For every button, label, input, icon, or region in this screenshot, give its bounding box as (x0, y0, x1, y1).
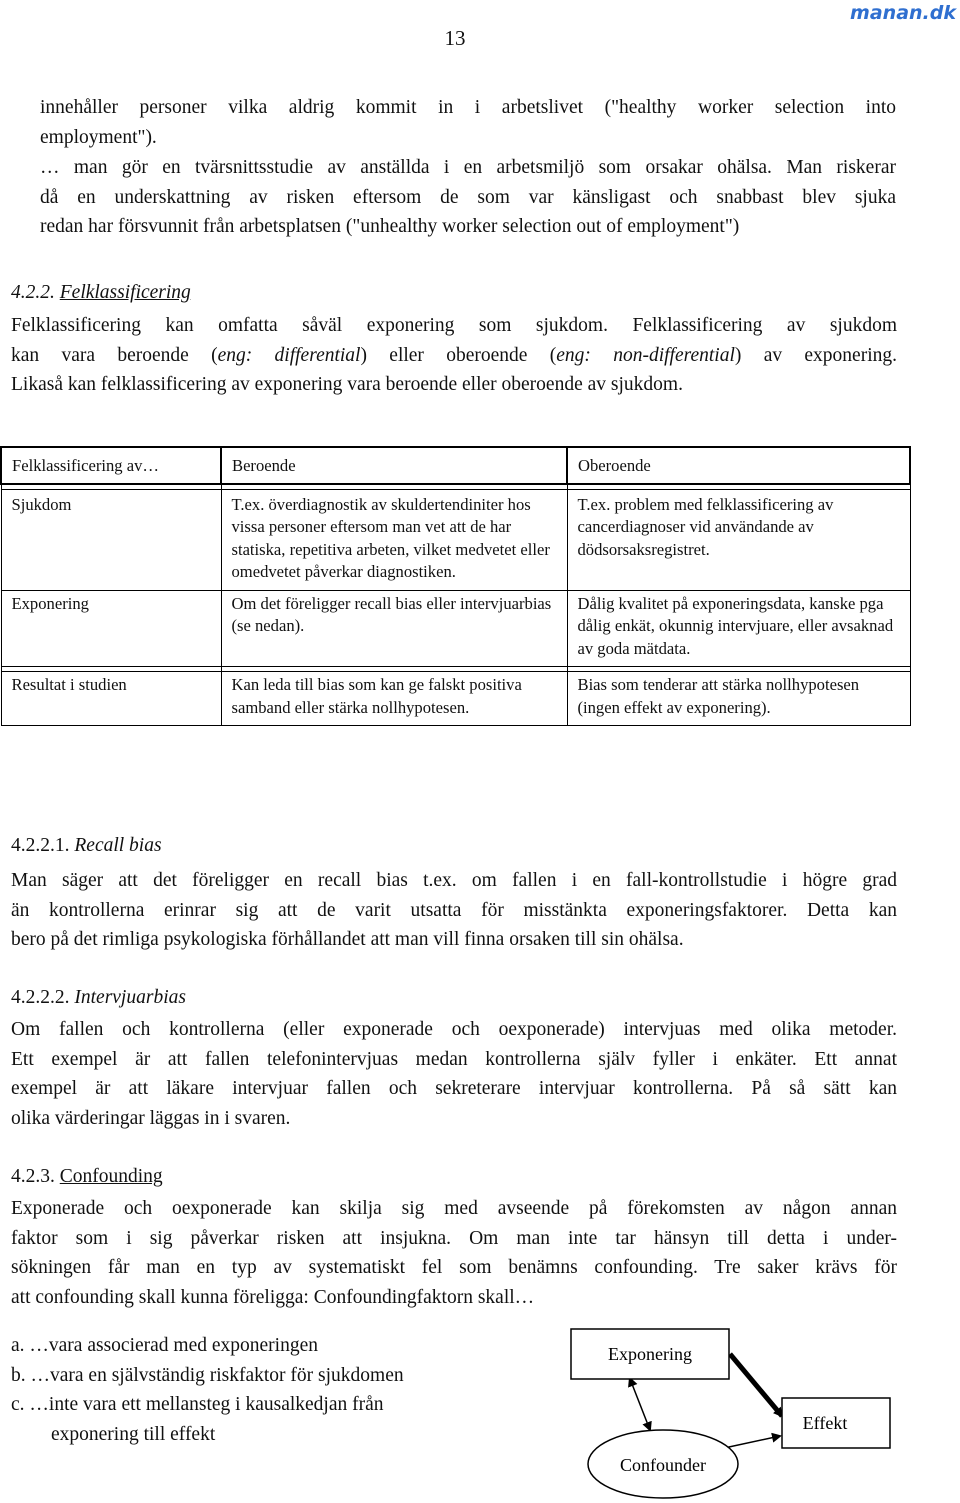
text-line: innehåller personer vilka aldrig kommit in i arbetslivet ("healthy worker selection into (40, 97, 896, 118)
table-cell: T.ex. överdiagnostik av skuldertendiniter hos vissa personer eftersom man vet att de har statiska, repetitiva arbeten, vilket medvetet eller omedvetet påverkar diagnostiken. (221, 489, 567, 590)
section-title: Recall bias (74, 835, 162, 856)
list-item-continuation: exponering till effekt (51, 1423, 216, 1445)
table-header-cell: Felklassificering av… (1, 447, 221, 484)
interviewer-bias-paragraph (11, 1015, 897, 1133)
section-number: 4.2.2.1. (11, 835, 70, 856)
text-line: kan vara beroende (eng: differential) eller oberoende (eng: non-differential) av exponering. (11, 344, 897, 366)
table-cell: T.ex. problem med felklassificering av cancerdiagnoser vid användande av dödsorsaksregistret. (567, 489, 910, 590)
text-line: Man säger att det föreligger en recall bias t.ex. om fallen i en fall-kontrollstudie i högre grad (11, 870, 897, 891)
row-label: Sjukdom (1, 489, 221, 590)
section-title: Felklassificering (59, 282, 191, 303)
section-number: 4.2.3. (11, 1166, 55, 1187)
table-header-cell: Oberoende (567, 447, 910, 484)
confounder-label: Confounder (620, 1455, 706, 1475)
table-cell: Kan leda till bias som kan ge falskt positiva samband eller stärka nollhypotesen. (221, 672, 567, 726)
text-line: Om fallen och kontrollerna (eller exponerade och oexponerade) intervjuas med olika metoder. (11, 1019, 897, 1040)
text-line: exempel är att läkare intervjuar fallen och sekreterare intervjuar kontrollerna. På så sätt kan (11, 1078, 897, 1099)
table-row (1, 672, 910, 726)
section-heading-misclassification (11, 279, 191, 307)
table-cell: Dålig kvalitet på exponeringsdata, kanske pga dålig enkät, okunnig intervjuare, eller avsaknad av goda mätdata. (567, 590, 910, 667)
section-title: Intervjuarbias (74, 987, 186, 1008)
confounding-diagram-svg (570, 1326, 910, 1502)
text-line: employment"). (40, 126, 157, 148)
text-line: att confounding skall kunna föreligga: Confoundingfaktorn skall… (11, 1286, 535, 1308)
text-line: faktor som i sig påverkar risken att insjukna. Om man inte tar hänsyn till detta i under- (11, 1227, 897, 1249)
recall-bias-paragraph (11, 866, 897, 955)
misclassification-table (0, 446, 911, 726)
section-heading-confounding (11, 1163, 163, 1191)
text-line: Likaså kan felklassificering av exponering vara beroende eller oberoende av sjukdom. (11, 374, 683, 395)
section-heading-interviewer-bias (11, 984, 186, 1012)
exposure-label: Exponering (608, 1344, 692, 1364)
table-row (1, 489, 910, 590)
text-line: Felklassificering kan omfatta såväl exponering som sjukdom. Felklassificering av sjukdom (11, 315, 897, 336)
causal-arrow (730, 1354, 782, 1416)
list-item: a. …vara associerad med exponeringen (11, 1335, 318, 1356)
confounding-criteria-list (11, 1331, 551, 1449)
text-line: redan har försvunnit från arbetsplatsen ("unhealthy worker selection out of employment") (40, 216, 740, 237)
list-item: c. …inte vara ett mellansteg i kausalkedjan från (11, 1394, 384, 1415)
text-line: bero på det rimliga psykologiska förhållandet att man vill finna orsaken till sin ohälsa. (11, 929, 684, 950)
text-line: då en underskattning av risken eftersom de som var känsligast och snabbast blev sjuka (40, 186, 896, 208)
text-line: … man gör en tvärsnittsstudie av anställda i en arbetsmiljö som orsakar ohälsa. Man riskerar (40, 157, 896, 178)
row-label: Exponering (1, 590, 221, 667)
text-line: olika värderingar läggas in i svaren. (11, 1107, 291, 1129)
table-header-cell: Beroende (221, 447, 567, 484)
table-cell: Bias som tenderar att stärka nollhypotesen (ingen effekt av exponering). (567, 672, 910, 726)
misclassification-paragraph (11, 311, 897, 400)
intro-paragraph-2 (40, 153, 896, 242)
section-heading-recall-bias (11, 832, 162, 860)
confounder-exposure-arrow (632, 1384, 650, 1430)
list-item: b. …vara en självständig riskfaktor för sjukdomen (11, 1364, 404, 1386)
text-line: Exponerade och oexponerade kan skilja sig med avseende på förekomsten av någon annan (11, 1198, 897, 1219)
watermark-logo: manan.dk (850, 2, 956, 24)
text-line: Ett exempel är att fallen telefonintervjuas medan kontrollerna själv fyller i enkäter. Ett annat (11, 1048, 897, 1070)
text-line: sökningen får man en typ av systematiskt fel som benämns confounding. Tre saker krävs för (11, 1257, 897, 1278)
intro-paragraph-1 (40, 93, 896, 152)
text-line: än kontrollerna erinrar sig att de varit utsatta för misstänkta exponeringsfaktorer. Detta kan (11, 899, 897, 921)
table-row (1, 590, 910, 667)
effect-label: Effekt (802, 1413, 848, 1433)
row-label: Resultat i studien (1, 672, 221, 726)
table-cell: Om det föreligger recall bias eller intervjuarbias (se nedan). (221, 590, 567, 667)
table-header-row (1, 447, 910, 484)
section-title: Confounding (59, 1166, 163, 1187)
section-number: 4.2.2. (11, 282, 55, 303)
section-number: 4.2.2.2. (11, 987, 70, 1008)
confounding-diagram (570, 1326, 910, 1502)
confounding-paragraph (11, 1194, 897, 1312)
page-number: 13 (444, 26, 466, 50)
